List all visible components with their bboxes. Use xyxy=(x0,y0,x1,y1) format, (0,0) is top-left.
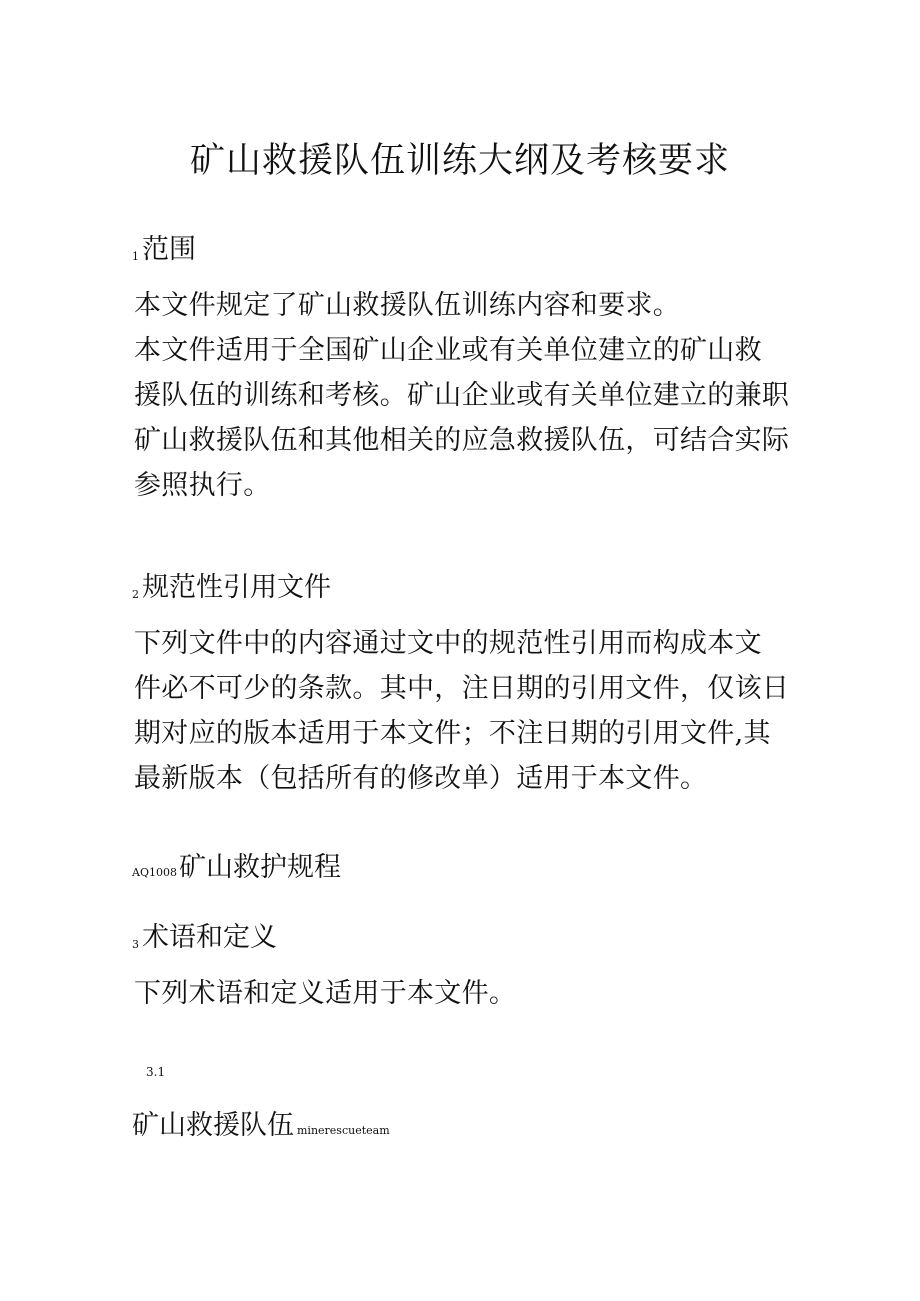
section-2-heading xyxy=(132,568,331,615)
section-2-line: 下列文件中的内容通过文中的规范性引用而构成本文 xyxy=(134,628,762,659)
reference-code: AQ1008 xyxy=(132,866,177,879)
section-1-line: 援队伍的训练和考核。矿山企业或有关单位建立的兼职 xyxy=(134,380,790,411)
section-2-number: 2 xyxy=(132,588,139,601)
term-entry xyxy=(132,1106,390,1151)
section-3-heading xyxy=(132,918,277,965)
document-title: 矿山救援队伍训练大纲及考核要求 xyxy=(189,141,730,181)
normative-reference xyxy=(132,848,341,893)
section-1-body xyxy=(134,283,794,508)
section-2-body xyxy=(134,621,794,801)
section-1-line: 矿山救援队伍和其他相关的应急救援队伍，可结合实际 xyxy=(134,425,790,456)
term-english: minerescueteam xyxy=(297,1124,390,1137)
subsection-number: 3.1 xyxy=(146,1065,166,1079)
section-2-line: 期对应的版本适用于本文件；不注日期的引用文件,其 xyxy=(134,718,771,749)
section-2-line: 最新版本（包括所有的修改单）适用于本文件。 xyxy=(134,763,708,794)
term-chinese: 矿山救援队伍 xyxy=(132,1110,294,1141)
section-1-line: 参照执行。 xyxy=(134,470,271,501)
section-2-line: 件必不可少的条款。其中，注日期的引用文件，仅该日 xyxy=(134,673,790,704)
section-1-heading xyxy=(132,230,196,277)
section-1-line: 本文件规定了矿山救援队伍训练内容和要求。 xyxy=(134,290,680,321)
section-3-title: 术语和定义 xyxy=(142,922,277,953)
section-3-body xyxy=(134,971,794,1016)
section-1-number: 1 xyxy=(132,250,139,263)
section-3-line: 下列术语和定义适用于本文件。 xyxy=(134,978,517,1009)
section-1-line: 本文件适用于全国矿山企业或有关单位建立的矿山救 xyxy=(134,335,762,366)
section-2-title: 规范性引用文件 xyxy=(142,572,331,603)
reference-title: 矿山救护规程 xyxy=(178,852,341,883)
section-1-title: 范围 xyxy=(142,234,196,265)
section-3-number: 3 xyxy=(132,938,139,951)
